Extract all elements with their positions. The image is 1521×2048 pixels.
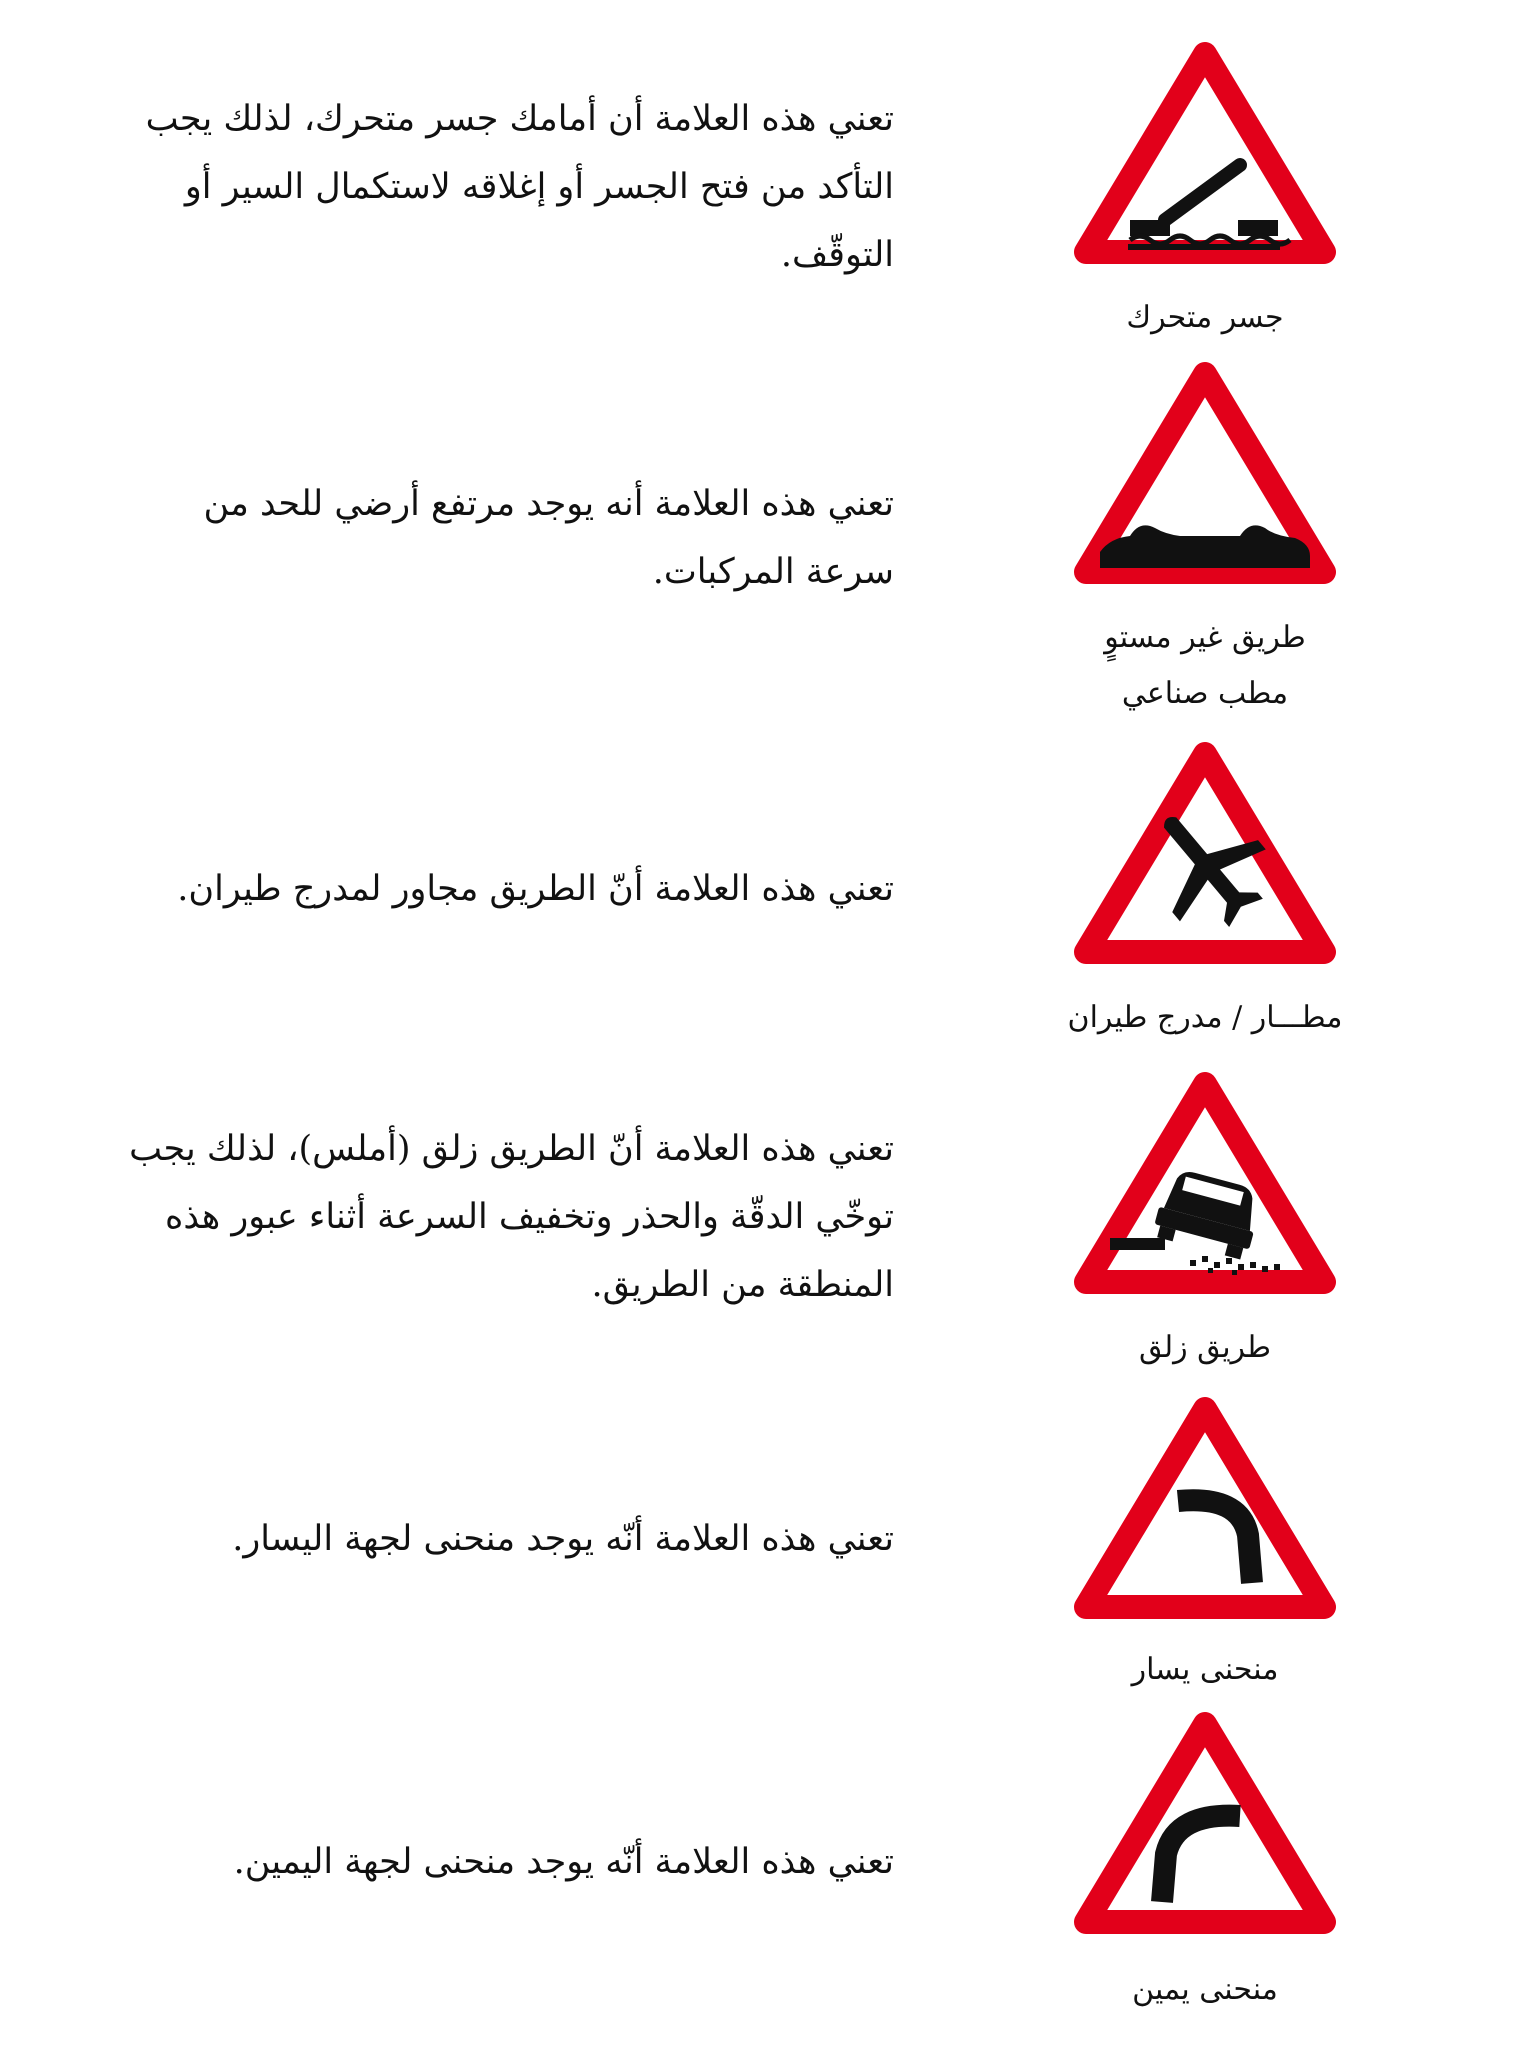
sign-description: تعني هذه العلامة أنّ الطريق زلق (أملس)، لذلك يجب توخّي الدقّة والحذر وتخفيف السرعة أثناء عبور هذه المنطقة من الطريق. <box>129 1129 894 1305</box>
sign-caption-line: مطب صناعي <box>1121 676 1289 711</box>
sign-caption-line: طريق زلق <box>1139 1330 1271 1365</box>
left-curve-icon <box>1070 1395 1340 1635</box>
sign-caption <box>1030 990 1380 1046</box>
sign-caption <box>1030 1320 1380 1376</box>
skidding-car-icon <box>1070 1070 1340 1310</box>
speed-bump-icon <box>1070 360 1340 600</box>
sign-description: تعني هذه العلامة أن أمامك جسر متحرك، لذلك يجب التأكد من فتح الجسر أو إغلاقه لاستكمال السير أو التوقّف. <box>145 99 894 275</box>
right-curve-icon <box>1070 1710 1340 1950</box>
sign-caption <box>1030 610 1380 722</box>
sign-description: تعني هذه العلامة أنّه يوجد منحنى لجهة اليمين. <box>233 1842 894 1882</box>
sign-caption-line: جسر متحرك <box>1126 300 1284 335</box>
sign-caption-line: مطـــار / مدرج طيران <box>1067 1000 1343 1035</box>
sign-caption <box>1030 290 1380 346</box>
movable-bridge-icon <box>1070 40 1340 280</box>
sign-description: تعني هذه العلامة أنه يوجد مرتفع أرضي للحد من سرعة المركبات. <box>203 484 894 592</box>
sign-description: تعني هذه العلامة أنّه يوجد منحنى لجهة اليسار. <box>232 1519 894 1559</box>
sign-caption-line: طريق غير مستوٍ <box>1104 620 1306 655</box>
sign-caption <box>1030 1962 1380 2018</box>
airplane-icon <box>1070 740 1340 980</box>
sign-caption-line: منحنى يسار <box>1131 1652 1279 1687</box>
sign-description: تعني هذه العلامة أنّ الطريق مجاور لمدرج طيران. <box>177 869 894 909</box>
sign-caption-line: منحنى يمين <box>1132 1972 1278 2007</box>
sign-caption <box>1030 1642 1380 1698</box>
